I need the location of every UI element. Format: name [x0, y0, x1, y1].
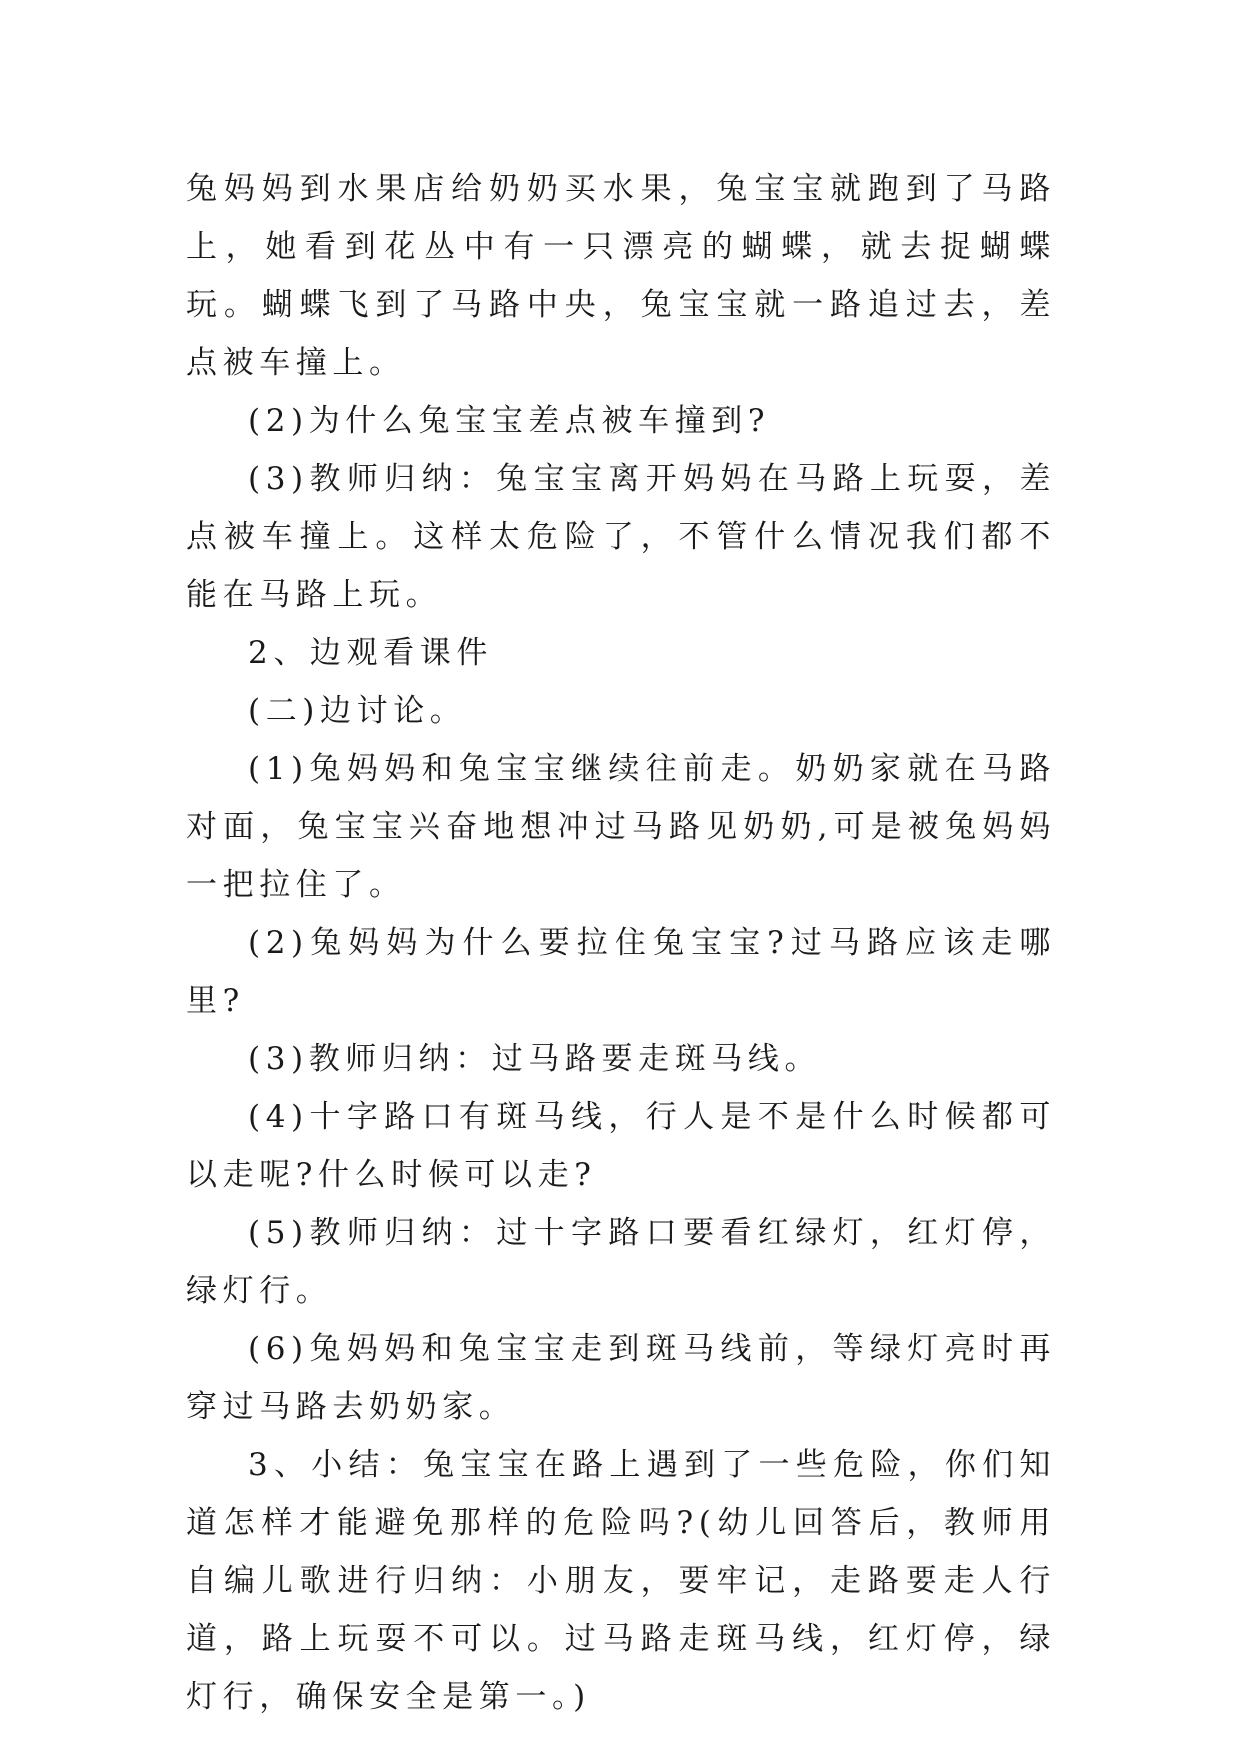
paragraph-discussion-2: (2)兔妈妈为什么要拉住兔宝宝?过马路应该走哪里?	[186, 925, 1056, 1019]
paragraph-summary-3: 3、小结：兔宝宝在路上遇到了一些危险，你们知道怎样才能避免那样的危险吗?(幼儿回答后，教师用自编儿歌进行归纳：小朋友，要牢记，走路要走人行道，路上玩耍不可以。过马路走斑马线，红灯停，绿灯行，确保安全是第一。)	[186, 1447, 1056, 1715]
paragraph-discussion-3: (3)教师归纳：过马路要走斑马线。	[248, 1041, 822, 1077]
paragraph-section-2-heading: 2、边观看课件	[248, 635, 493, 671]
paragraph-story-intro: 兔妈妈到水果店给奶奶买水果，兔宝宝就跑到了马路上，她看到花丛中有一只漂亮的蝴蝶，就去捉蝴蝶玩。蝴蝶飞到了马路中央，兔宝宝就一路追过去，差点被车撞上。	[186, 171, 1056, 381]
paragraph-discussion-4: (4)十字路口有斑马线，行人是不是什么时候都可以走呢?什么时候可以走?	[186, 1099, 1056, 1193]
paragraph-discussion-6: (6)兔妈妈和兔宝宝走到斑马线前，等绿灯亮时再穿过马路去奶奶家。	[186, 1331, 1056, 1425]
document-body	[186, 160, 1056, 1726]
paragraph-discussion-heading: (二)边讨论。	[248, 693, 467, 729]
paragraph-question-2: (2)为什么兔宝宝差点被车撞到?	[248, 403, 771, 439]
paragraph-discussion-1: (1)兔妈妈和兔宝宝继续往前走。奶奶家就在马路对面，兔宝宝兴奋地想冲过马路见奶奶,可是被兔妈妈一把拉住了。	[186, 751, 1056, 903]
paragraph-teacher-summary-3: (3)教师归纳：兔宝宝离开妈妈在马路上玩耍，差点被车撞上。这样太危险了，不管什么情况我们都不能在马路上玩。	[186, 461, 1056, 613]
paragraph-discussion-5: (5)教师归纳：过十字路口要看红绿灯，红灯停，绿灯行。	[186, 1215, 1056, 1309]
